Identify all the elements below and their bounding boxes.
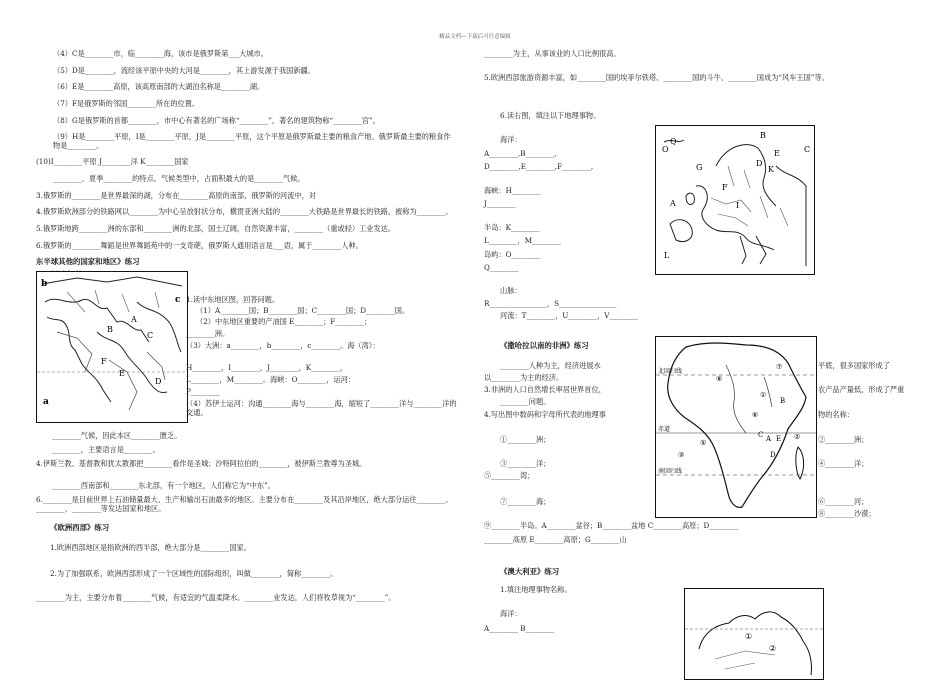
question-text: ________人种为主，经济进展水 bbox=[500, 361, 601, 370]
question-text: （7）F是俄罗斯的邻国________所在的位置。 bbox=[53, 98, 200, 108]
fill-label: ②________洲； bbox=[818, 435, 869, 444]
question-text: （4）苏伊士运河：沟通________海与________海，缩短了________洋与________洋的交通。 bbox=[186, 399, 457, 417]
fill-label: A________,B________, bbox=[484, 149, 557, 158]
fill-label: 河流：T________，U________，V________ bbox=[500, 311, 639, 320]
section-title: 东半球其他的国家和地区》练习 bbox=[36, 257, 140, 267]
map-label: E bbox=[774, 149, 780, 158]
map-label: F bbox=[101, 357, 107, 366]
question-text: （3）大洲：a________，b________，c________。海（湾）： bbox=[186, 341, 380, 350]
map-label: G bbox=[696, 163, 703, 172]
map-label: B bbox=[760, 131, 766, 140]
fill-label: J________ bbox=[484, 199, 516, 208]
question-text: ________为主，从事该业的人口比例很高。 bbox=[484, 49, 621, 58]
map-label: c bbox=[175, 295, 181, 305]
fill-label: ①________洲； bbox=[500, 435, 551, 444]
map-label: C bbox=[147, 331, 154, 340]
question-text: ________西南部和________东北部，有一个地区，人们称它为“中东”。 bbox=[52, 481, 275, 490]
map-label: I bbox=[736, 201, 740, 210]
question-text: 1.读中东地区图，回答问题。 bbox=[186, 295, 280, 304]
fill-label: L________，M________ bbox=[484, 236, 561, 245]
fill-label: ________高原 E________高原；G________山 bbox=[484, 535, 627, 544]
question-text: 平底，很多国家形成了 bbox=[818, 361, 890, 370]
question-text: ________为主，主要分布着________气候，有适宜的气温柔降水。________业发达，人们将牧草视为“________”。 bbox=[36, 593, 396, 602]
question-text: 5.俄罗斯地跨________洲的东部和________洲的北部，国土辽阔，自然资源丰富，________（重或轻）工业发达。 bbox=[36, 224, 396, 234]
map-label: A bbox=[670, 199, 676, 208]
fill-label: 岛屿：O________ bbox=[484, 250, 541, 259]
subsection-title: 《澳大利亚》练习 bbox=[500, 567, 560, 576]
map-label: ① bbox=[745, 632, 753, 641]
map-label: L bbox=[664, 251, 670, 260]
question-text: ________，主要语言是________。 bbox=[52, 445, 160, 454]
map-label: Q bbox=[670, 137, 677, 146]
map-label: C bbox=[758, 431, 764, 439]
question-text: (10)I________平原 J________洋 K________国家 bbox=[36, 157, 189, 167]
question-text: 以________为主的经济。 bbox=[484, 373, 564, 382]
question-text: （6）E是________高原，该高原南部的大湖泊名称是________湖。 bbox=[53, 82, 265, 92]
map-label: D bbox=[155, 377, 162, 386]
question-text: （1）A________国；B________国；C________国；D________国。 bbox=[196, 306, 410, 315]
question-text: ________问题。 bbox=[500, 397, 551, 406]
fill-label: ③________洋； bbox=[500, 459, 551, 468]
australia-map bbox=[684, 588, 824, 680]
map-label: a bbox=[43, 397, 49, 407]
fill-label: 海洋： bbox=[500, 135, 522, 144]
map-label: A bbox=[766, 435, 772, 443]
middle-east-map bbox=[36, 271, 188, 423]
fill-label: R________________，S________________ bbox=[484, 299, 617, 308]
map-label: B bbox=[107, 325, 113, 334]
question-text: 1.欧洲西部地区是指欧洲的西半部，绝大部分是________国家。 bbox=[50, 543, 251, 552]
map-label: O bbox=[662, 145, 669, 154]
fill-label: Q________ bbox=[484, 263, 519, 272]
question-text: （9）H是________平原，I是________平原，J是________平原，这个平原是俄罗斯最主要的粮食产地。俄罗斯最主要的粮食作物是________。 bbox=[53, 132, 451, 150]
question-text: （2）中东地区重要的产油国 E________；F________； bbox=[196, 317, 372, 326]
question-text: 4.写出图中数码和字母所代表的地理事 bbox=[484, 410, 606, 419]
question-text: ________、夏季________的特点。气候类型中，占面积最大的是________气候。 bbox=[53, 174, 305, 184]
fill-label: ⑧________沙漠； bbox=[818, 509, 876, 518]
fill-label: ⑥________河； bbox=[818, 497, 869, 506]
map-label: ① bbox=[760, 391, 767, 399]
map-label: D bbox=[756, 159, 763, 168]
question-text: 2.为了加强联系，欧洲西部形成了一个区域性的国际组织，叫做________，简称________。 bbox=[50, 569, 338, 578]
map-label: 南回归线 bbox=[658, 468, 683, 475]
question-text: 1.填注地理事物名称。 bbox=[500, 585, 572, 594]
question-text: ________洲。 bbox=[186, 329, 230, 338]
map-label: D bbox=[770, 451, 776, 459]
question-text: 6.________是目前世界上石油储量最大、生产和输出石油最多的地区。主要分布在________及其沿岸地区，绝大部分运往________、________、________等发达国家和地区。 bbox=[36, 495, 453, 513]
fill-label: 半岛：K________ bbox=[484, 223, 540, 232]
africa-map bbox=[655, 336, 817, 518]
fill-label: ⑤________湾； bbox=[484, 471, 535, 480]
map-label: ② bbox=[769, 644, 777, 653]
question-text: （8）G是俄罗斯的首都________，市中心有著名的广场称“________”，著名的建筑物称“________宫”。 bbox=[53, 115, 380, 125]
map-label: b bbox=[41, 279, 48, 289]
question-text: 5.欧洲西部旅游资源丰富，如________国的埃菲尔铁塔、________国的斗牛、________国成为“风车王国”等。 bbox=[484, 73, 829, 82]
question-text: P________ bbox=[186, 387, 220, 396]
left-column bbox=[36, 50, 461, 286]
question-text: 4.俄罗斯欧洲部分的铁路网以________为中心呈放射状分布，横贯亚洲大陆的________大铁路是世界最长的铁路，被称为________。 bbox=[36, 207, 453, 217]
map-label: ⑤ bbox=[700, 439, 707, 447]
map-label: 北回归线 bbox=[658, 368, 683, 375]
map-label: ③ bbox=[678, 451, 685, 459]
fill-label: ⑦________海； bbox=[500, 497, 551, 506]
fill-label: 山脉： bbox=[500, 286, 522, 295]
map-label: B bbox=[780, 397, 786, 405]
subsection-title: 《欧洲西部》练习 bbox=[50, 523, 110, 532]
question-text: （4）C是________市，临________海，该市是俄罗斯第___大城市。 bbox=[53, 49, 268, 58]
question-text: 3.俄罗斯的________是世界最深的湖，分布在________高原的南部，俄罗斯的河流中，对 bbox=[36, 190, 316, 200]
fill-label: ④________洋； bbox=[818, 459, 869, 468]
question-text: 6.读右图，填注以下地理事物。 bbox=[500, 111, 601, 120]
page-header: 精品文档---下载后可任意编辑 bbox=[439, 34, 511, 40]
question-text: ________气候，因此本区________匮乏。 bbox=[52, 431, 182, 440]
question-text: 3.非洲的人口自然增长率居世界首位， bbox=[484, 385, 606, 394]
map-label: C bbox=[804, 145, 811, 154]
map-label: A bbox=[131, 315, 137, 324]
map-label: ② bbox=[794, 433, 801, 441]
fill-label: ⑨________半岛。A________盆谷；B________盆地 C________高原；D________ bbox=[484, 521, 739, 530]
subsection-title: 《撒哈拉以南的非洲》练习 bbox=[500, 341, 589, 350]
map-label: 赤道 bbox=[658, 426, 671, 433]
question-text: H________，I________，J________，K________， bbox=[186, 363, 348, 372]
question-text: L________，M________。海峡：O________，运河： bbox=[186, 375, 355, 384]
map-label: ⑥ bbox=[752, 411, 759, 419]
question-text: 农产品产量低，形成了严重 bbox=[818, 385, 905, 394]
question-text: 4.伊斯兰教、基督教和犹太教都把________看作是圣城；沙特阿拉伯的________，被伊斯兰教尊为圣城。 bbox=[36, 459, 367, 468]
map-label: ⑦ bbox=[776, 363, 783, 371]
map-label: F bbox=[722, 183, 728, 192]
fill-label: 海洋： bbox=[500, 609, 522, 618]
fill-label: D________,E________,F________, bbox=[484, 162, 594, 171]
question-text: 6.俄罗斯的________舞蹈是世界舞蹈苑中的一支奇葩，俄罗斯人通用语言是___语，属于________人种。 bbox=[36, 240, 363, 250]
question-text: （5）D是________，流经该平原中央的大河是________，其上游发源于我国新疆。 bbox=[53, 65, 315, 75]
europe-map bbox=[655, 125, 815, 275]
question-text: 物的名称： bbox=[818, 410, 854, 419]
map-label: E bbox=[119, 369, 125, 378]
map-label: E bbox=[776, 435, 782, 443]
fill-label: 海峡：H________ bbox=[484, 186, 541, 195]
fill-label: A________ B________ bbox=[484, 624, 555, 633]
map-label: K bbox=[768, 165, 774, 174]
map-label: ⑧ bbox=[716, 375, 723, 383]
